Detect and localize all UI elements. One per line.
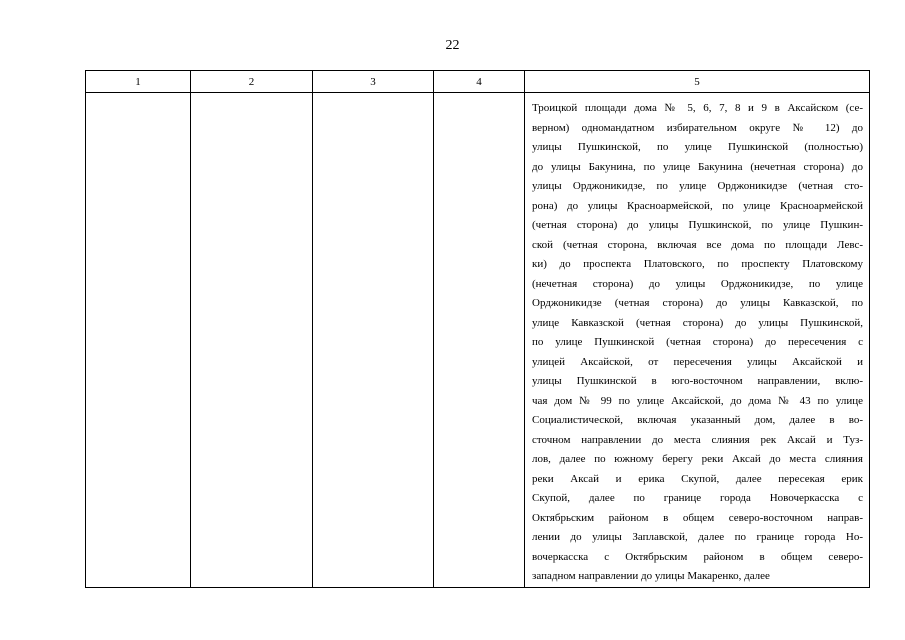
text-line: улицы Пушкинской в юго-восточном направлении, вклю-: [532, 375, 863, 387]
table-cell-col4: [434, 93, 525, 588]
text-line: сточном направлении до места слияния рек Аксай и Туз-: [532, 433, 863, 446]
text-line: ки) до проспекта Платовского, по проспекту Платовскому: [532, 258, 863, 270]
text-line: улицы Орджоникидзе, по улице Орджоникидзе (четная сто-: [532, 180, 863, 192]
text-line: улицы Пушкинской, по улице Пушкинской (полностью): [532, 141, 863, 153]
column-header-4: 4: [434, 71, 525, 93]
text-line: рона) до улицы Красноармейской, по улице Красноармейской: [532, 199, 863, 212]
text-line: Социалистической, включая указанный дом, далее в во-: [532, 414, 863, 426]
text-line: реки Аксай и ерика Скупой, далее пересекая ерик: [532, 472, 863, 485]
text-line: лении до улицы Заплавской, далее по границе города Но-: [532, 531, 863, 543]
text-line: улице Кавказской (четная сторона) до улицы Пушкинской,: [532, 316, 863, 329]
text-line: западном направлении до улицы Макаренко, далее: [532, 570, 770, 582]
text-line: лов, далее по южному берегу реки Аксай до места слияния: [532, 453, 863, 465]
text-line: по улице Пушкинской (четная сторона) до пересечения с: [532, 336, 863, 348]
table-cell-col1: [86, 93, 191, 588]
text-line: Троицкой площади дома № 5, 6, 7, 8 и 9 в Аксайском (се-: [532, 102, 863, 114]
text-line: Октябрьским районом в общем северо-восточном направ-: [532, 511, 863, 524]
table-header-row: [86, 71, 870, 93]
text-line: (четная сторона) до улицы Пушкинской, по улице Пушкин-: [532, 219, 863, 231]
text-line: ской (четная сторона, включая все дома по площади Левс-: [532, 238, 863, 251]
column-header-5: 5: [525, 71, 870, 93]
text-line: (нечетная сторона) до улицы Орджоникидзе, по улице: [532, 277, 863, 290]
text-line: Скупой, далее по границе города Новочеркасска с: [532, 492, 863, 504]
text-line: верном) одномандатном избирательном округе № 12) до: [532, 121, 863, 134]
text-line: чая дом № 99 по улице Аксайской, до дома № 43 по улице: [532, 394, 863, 407]
boundary-description-cell: [525, 93, 870, 588]
column-header-2: 2: [191, 71, 313, 93]
text-line: вочеркасска с Октябрьским районом в общем северо-: [532, 550, 863, 563]
table-cell-col2: [191, 93, 313, 588]
text-line: Орджоникидзе (четная сторона) до улицы Кавказской, по: [532, 297, 863, 309]
table-cell-col3: [313, 93, 434, 588]
table-row: [86, 93, 870, 588]
text-line: улицей Аксайской, от пересечения улицы Аксайской и: [532, 355, 863, 368]
column-header-1: 1: [86, 71, 191, 93]
text-line: до улицы Бакунина, по улице Бакунина (нечетная сторона) до: [532, 160, 863, 173]
boundary-description-text: [532, 99, 863, 587]
column-header-3: 3: [313, 71, 434, 93]
district-table: [85, 70, 870, 588]
page-number: 22: [445, 38, 460, 53]
